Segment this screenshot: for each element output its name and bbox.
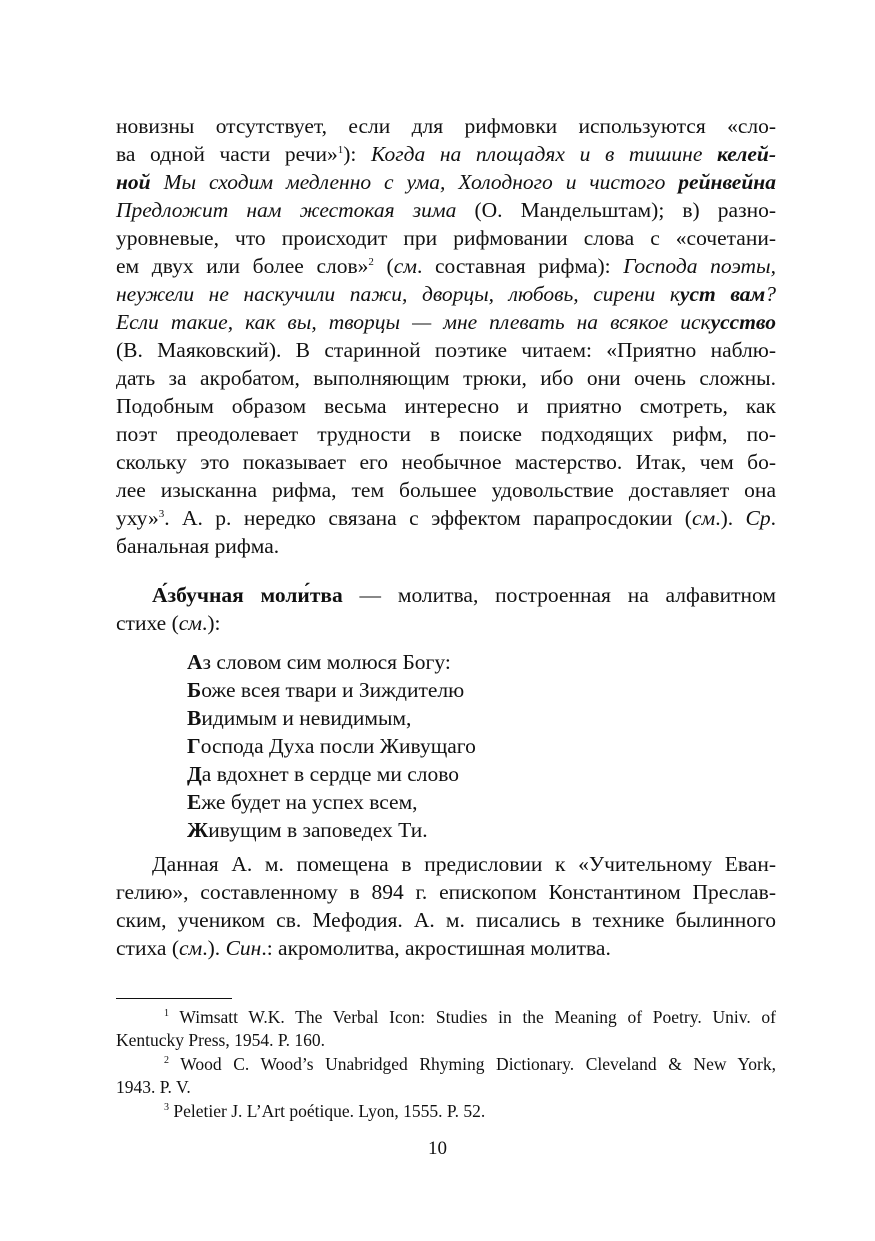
text-line: банальная рифма.	[116, 534, 280, 558]
footnote-ref-1[interactable]: 1	[337, 143, 344, 156]
text-line: неужели не наскучили пажи, дворцы, любовь, сирени куст вам?	[116, 282, 777, 306]
text-line: стихе (см.):	[116, 611, 221, 635]
text-line: поэт преодолевает трудности в поиске подходящих рифм, по-	[116, 422, 776, 446]
text-line: Данная А. м. помещена в предисловии к «Учительному Еван-	[152, 852, 776, 876]
text-line: Предложит нам жестокая зима (О. Мандельштам); в) разно-	[116, 198, 776, 222]
footnote-line: 1943. P. V.	[116, 1077, 191, 1097]
footnote-line: Kentucky Press, 1954. P. 160.	[116, 1030, 326, 1050]
page-number: 10	[428, 1138, 447, 1159]
poem-line: Боже всея твари и Зиждителю	[187, 678, 465, 702]
poem-line: Аз словом сим молюся Богу:	[187, 650, 451, 674]
footnote-ref-2[interactable]: 2	[368, 255, 374, 268]
poem-line: Да вдохнет в сердце ми слово	[187, 762, 460, 786]
text-line: Если такие, как вы, творцы — мне плевать на всякое искусство	[116, 310, 776, 334]
dictionary-entry-azbuchnaya-molitva	[116, 581, 776, 637]
text-line: новизны отсутствует, если для рифмовки используются «сло-	[116, 114, 776, 138]
poem-line: Господа Духа посли Живущаго	[187, 734, 476, 758]
text-line: ским, учеником св. Мефодия. А. м. писались в технике былинного	[116, 908, 776, 932]
text-line: лее изысканна рифма, тем большее удовольствие доставляет она	[116, 478, 776, 502]
text-line: ва одной части речи»$^1$): Когда на площадях и в тишине келей-	[116, 142, 776, 166]
text-line: скольку это показывает его необычное мастерство. Итак, чем бо-	[116, 450, 776, 474]
entry-headword: А́збучная моли́тва	[152, 583, 343, 607]
text-line: гелию», составленному в 894 г. епископом Константином Преслав-	[116, 880, 776, 904]
text-line: (В. Маяковский). В старинной поэтике читаем: «Приятно наблю-	[116, 338, 776, 362]
footnote-line: $^2$ Wood C. Wood’s Unabridged Rhyming Dictionary. Cleveland & New York,	[164, 1054, 776, 1074]
text-line: ной Мы сходим медленно с ума, Холодного и чистого рейнвейна	[116, 170, 776, 194]
footnote-1	[116, 1006, 776, 1052]
footnote-separator	[116, 998, 232, 999]
alphabet-prayer-poem	[187, 648, 476, 844]
text-line: стиха (см.). Син.: акромолитва, акростишная молитва.	[116, 936, 611, 960]
paragraph-entry-commentary	[116, 850, 776, 962]
paragraph-rhyme-continuation	[116, 112, 776, 560]
text-line: уровневые, что происходит при рифмовании слова с «сочетани-	[116, 226, 776, 250]
poem-line: Видимым и невидимым,	[187, 706, 412, 730]
footnote-2	[116, 1053, 776, 1099]
text-line: ем двух или более слов»$^2$ (см. составная рифма): Господа поэты,	[116, 254, 776, 278]
poem-line: Живущим в заповедех Ти.	[187, 818, 428, 842]
text-line: Подобным образом весьма интересно и приятно смотреть, как	[116, 394, 776, 418]
text-line: дать за акробатом, выполняющим трюки, ибо они очень сложны.	[116, 366, 776, 390]
footnote-ref-3[interactable]: 3	[158, 507, 165, 520]
poem-line: Еже будет на успех всем,	[187, 790, 418, 814]
text-line: уху»$^3$. А. р. нередко связана с эффектом парапросдокии (см.). Ср.	[116, 506, 776, 530]
footnote-3	[116, 1100, 776, 1123]
footnote-line: $^3$ Peletier J. L’Art poétique. Lyon, 1555. P. 52.	[164, 1101, 486, 1121]
footnote-line: $^1$ Wimsatt W.K. The Verbal Icon: Studies in the Meaning of Poetry. Univ. of	[164, 1007, 776, 1027]
text-line: А́збучная моли́тва — молитва, построенная на алфавитном	[152, 583, 776, 607]
